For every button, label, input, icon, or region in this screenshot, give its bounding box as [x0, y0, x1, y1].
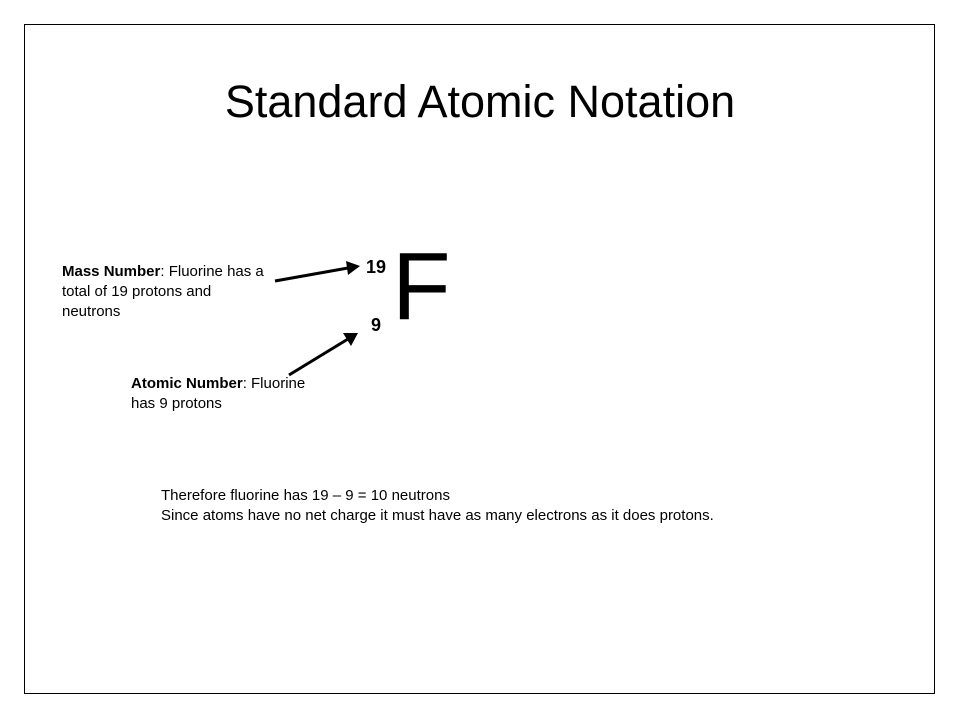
element-symbol: F — [392, 233, 451, 340]
mass-number: 19 — [365, 257, 387, 277]
atomic-number-term: Atomic Number — [131, 375, 243, 392]
atomic-number-description: : Fluorine has 9 protons — [131, 375, 306, 412]
mass-number-description: : Fluorine has a total of 19 protons and neutrons — [62, 263, 264, 320]
mass-number-arrow — [275, 261, 360, 281]
slide-title: Standard Atomic Notation — [224, 76, 736, 127]
conclusion-line-2: Since atoms have no net charge it must have as many electrons as it does protons. — [161, 507, 714, 524]
mass-number-term: Mass Number — [62, 263, 161, 280]
conclusion-line-1: Therefore fluorine has 19 – 9 = 10 neutrons — [161, 487, 450, 504]
atomic-number-arrow — [289, 333, 358, 375]
atomic-number: 9 — [370, 315, 381, 335]
